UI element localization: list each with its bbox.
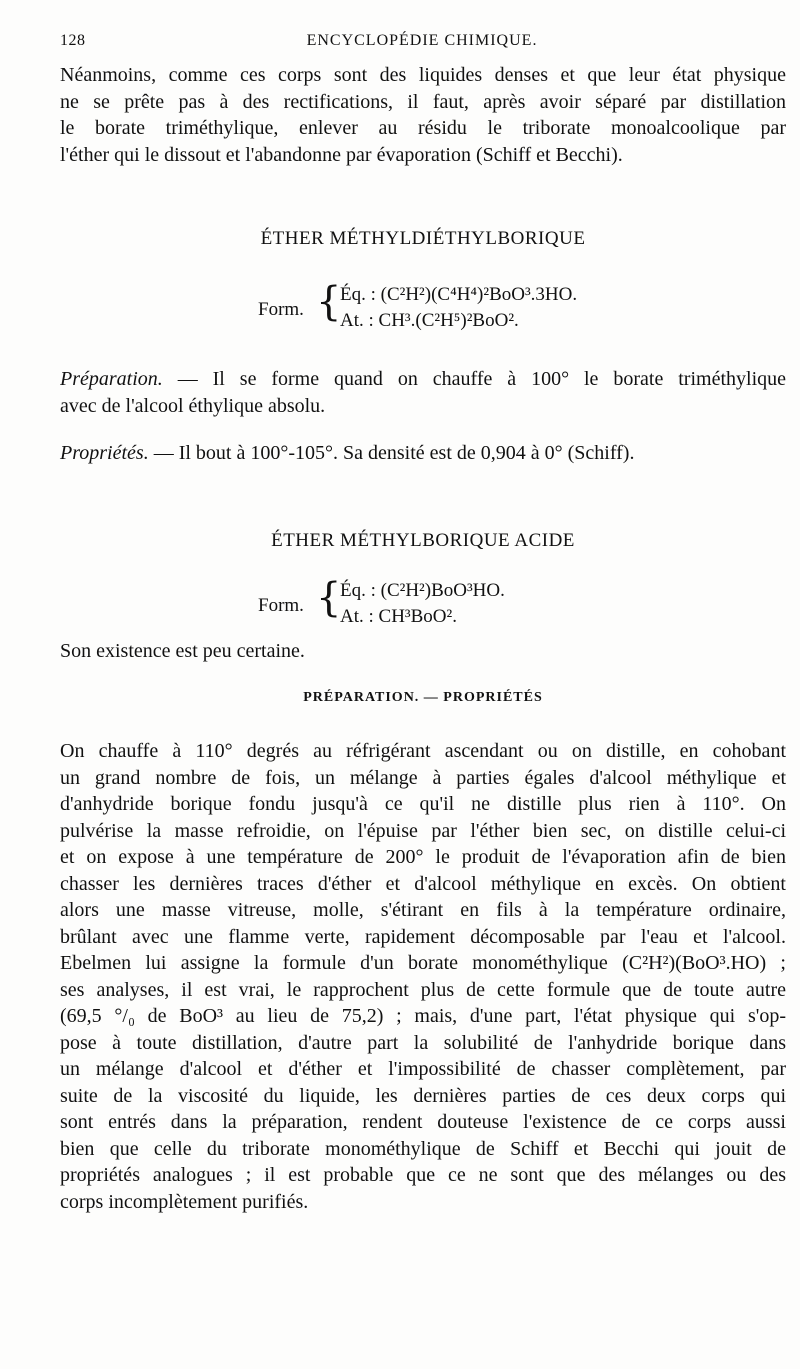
properties-text: — Il bout à 100°-105°. Sa densité est de 0,904 à 0° (Schiff). <box>153 442 635 464</box>
body-line: (69,5 °/₀ de BoO³ au lieu de 75,2) ; mais, d'une part, l'état physique qui s'op- <box>60 1005 786 1027</box>
body-line: un grand nombre de fois, un mélange à parties égales d'alcool méthylique et <box>60 766 786 789</box>
running-head <box>60 30 784 54</box>
brace-glyph: { <box>316 279 342 325</box>
formula-at: At. : CH³BoO². <box>340 606 457 627</box>
body-line: corps incomplètement purifiés. <box>60 1190 309 1213</box>
intro-line: Néanmoins, comme ces corps sont des liquides denses et que leur état physique <box>60 64 786 86</box>
brace-glyph: { <box>316 575 342 621</box>
formula-at: At. : CH³.(C²H⁵)²BoO². <box>340 310 519 331</box>
preparation-line: avec de l'alcool éthylique absolu. <box>60 394 326 417</box>
formula-block-1 <box>258 279 618 342</box>
formula-block-2 <box>258 575 578 638</box>
body-line: et on expose à une température de 200° le produit de l'évaporation afin de bien <box>60 846 786 868</box>
section-heading-methyldiethylboric: ÉTHER MÉTHYLDIÉTHYLBORIQUE <box>260 228 586 249</box>
body-line: alors une masse vitreuse, molle, s'étirant en fils à la température ordinaire, <box>60 899 786 921</box>
body-line: chasser les dernières traces d'éther et d'alcool méthylique en excès. On obtient <box>60 872 786 895</box>
subheading-preparation-properties: PRÉPARATION. — PROPRIÉTÉS <box>303 690 543 705</box>
section-heading-methylboric-acid: ÉTHER MÉTHYLBORIQUE ACIDE <box>271 530 575 551</box>
formula-eq: Éq. : (C²H²)(C⁴H⁴)²BoO³.3HO. <box>340 284 578 305</box>
intro-line: le borate triméthylique, enlever au résidu le triborate monoalcoolique par <box>60 117 786 139</box>
body-line: Ebelmen lui assigne la formule d'un borate monométhylique (C²H²)(BoO³.HO) ; <box>60 952 786 974</box>
formula-label: Form. <box>258 595 304 616</box>
body-line: sont entrés dans la préparation, rendent douteuse l'existence de ce corps aussi <box>60 1111 786 1133</box>
preparation-line <box>60 366 786 393</box>
body-line: brûlant avec une flamme verte, rapidement décomposable par l'eau et l'alcool. <box>60 925 786 948</box>
intro-line: l'éther qui le dissout et l'abandonne par évaporation (Schiff et Becchi). <box>60 143 623 166</box>
preparation-label: Préparation. <box>60 368 163 390</box>
running-head-title: ENCYCLOPÉDIE CHIMIQUE. <box>306 32 538 49</box>
body-line: propriétés analogues ; il est probable que ce ne sont que des mélanges ou des <box>60 1164 786 1186</box>
properties-line <box>60 442 634 465</box>
formula-eq: Éq. : (C²H²)BoO³HO. <box>340 580 505 601</box>
body-line: bien que celle du triborate monométhylique de Schiff et Becchi qui jouit de <box>60 1137 786 1160</box>
body-line: ses analyses, il est vrai, le rapprochent plus de cette formule que de toute autre <box>60 978 786 1001</box>
body-line: pose à toute distillation, d'autre part la solubilité de l'anhydride borique dans <box>60 1031 786 1054</box>
body-line: suite de la viscosité du liquide, les dernières parties de ces deux corps qui <box>60 1084 786 1107</box>
intro-line: ne se prête pas à des rectifications, il faut, après avoir séparé par distillation <box>60 90 786 113</box>
body-paragraph <box>60 738 786 1215</box>
preparation-text: — Il se forme quand on chauffe à 100° le borate triméthylique <box>177 368 786 390</box>
properties-label: Propriétés. <box>60 442 149 464</box>
preparation-paragraph <box>60 366 786 419</box>
existence-note: Son existence est peu certaine. <box>60 640 305 662</box>
formula-label: Form. <box>258 299 304 320</box>
page-number: 128 <box>60 32 86 49</box>
body-line: pulvérise la masse refroidie, on l'épuise par l'éther bien sec, on distille celui-ci <box>60 819 786 842</box>
intro-paragraph <box>60 62 786 168</box>
body-line: un mélange d'alcool et d'éther et l'impossibilité de chasser complètement, par <box>60 1058 786 1080</box>
body-line: On chauffe à 110° degrés au réfrigérant ascendant ou on distille, en cohobant <box>60 740 786 762</box>
body-line: d'anhydride borique fondu jusqu'à ce qu'il ne distille plus rien à 110°. On <box>60 793 786 815</box>
